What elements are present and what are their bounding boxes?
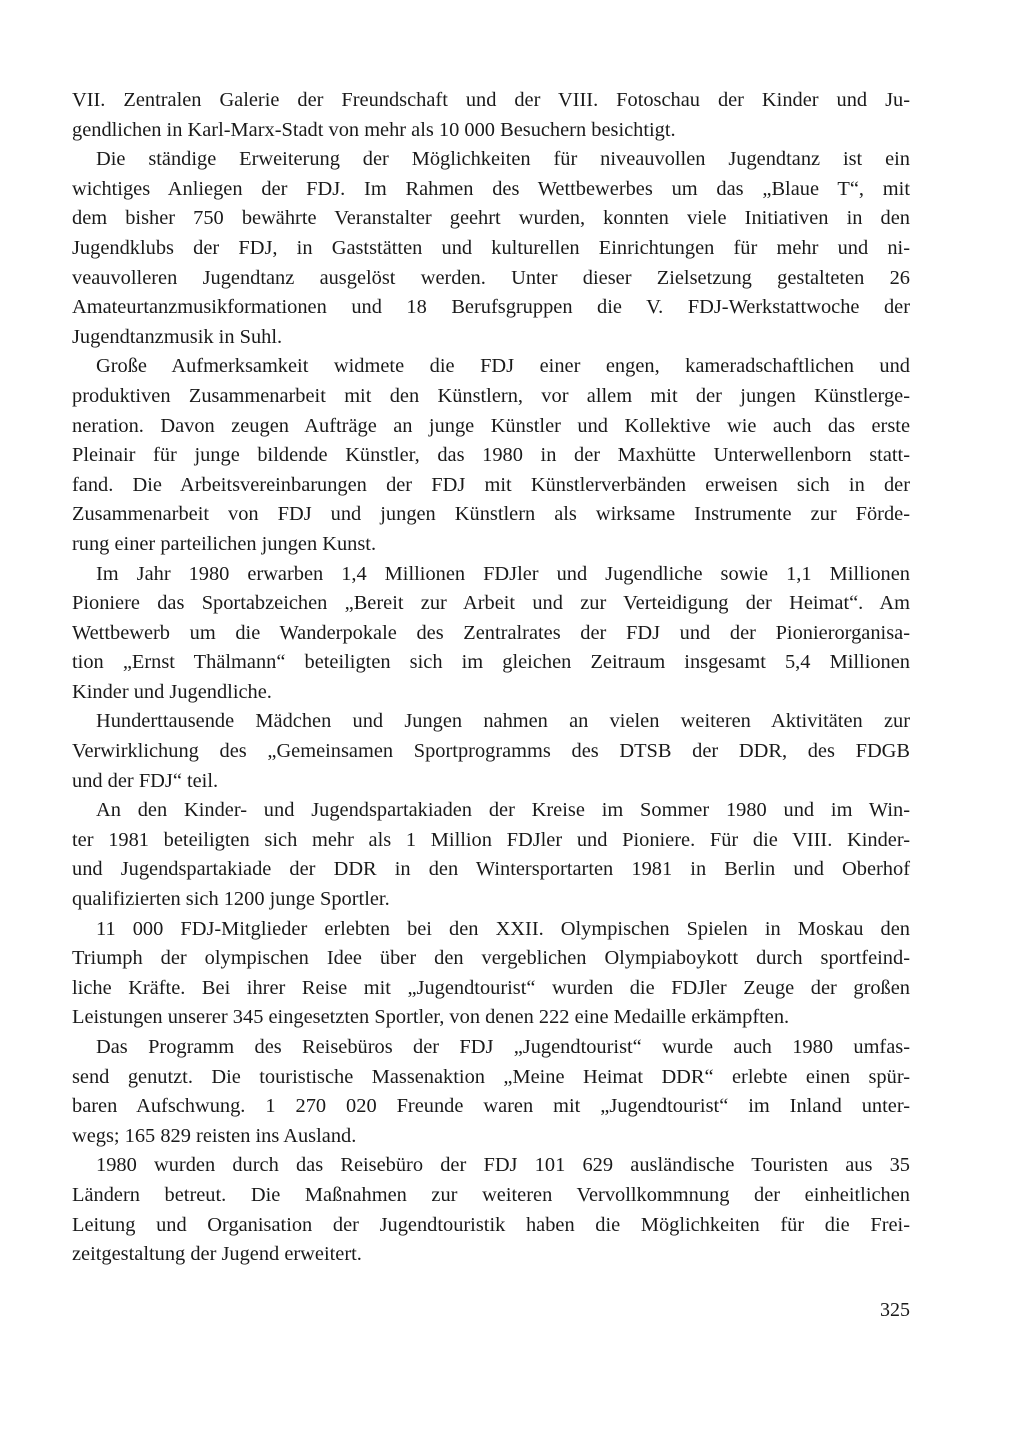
text-line: Zusammenarbeit von FDJ und jungen Künstlern als wirksame Instrumente zur Förde- (72, 503, 910, 526)
text-line: Pleinair für junge bildende Künstler, das 1980 in der Maxhütte Unterwellenborn statt- (72, 444, 910, 467)
text-line: gendlichen in Karl-Marx-Stadt von mehr als 10 000 Besuchern besichtigt. (72, 118, 676, 141)
text-line: veauvolleren Jugendtanz ausgelöst werden. Unter dieser Zielsetzung gestalteten 26 (72, 266, 910, 289)
text-line: rung einer parteilichen jungen Kunst. (72, 532, 377, 555)
text-line: Im Jahr 1980 erwarben 1,4 Millionen FDJler und Jugendliche sowie 1,1 Millionen (96, 562, 910, 585)
paragraph (72, 1151, 910, 1269)
text-line: An den Kinder- und Jugendspartakiaden der Kreise im Sommer 1980 und im Win- (96, 799, 910, 822)
text-line: Hunderttausende Mädchen und Jungen nahmen an vielen weiteren Aktivitäten zur (96, 710, 910, 733)
text-line: Wettbewerb um die Wanderpokale des Zentralrates der FDJ und der Pionierorganisa- (72, 621, 910, 644)
text-line: 11 000 FDJ-Mitglieder erlebten bei den XXII. Olympischen Spielen in Moskau den (96, 917, 910, 940)
text-line: Das Programm des Reisebüros der FDJ „Jugendtourist“ wurde auch 1980 umfas- (96, 1036, 910, 1058)
paragraph (72, 352, 910, 559)
text-line: qualifizierten sich 1200 junge Sportler. (72, 888, 390, 911)
paragraph (72, 1033, 910, 1151)
text-line: tion „Ernst Thälmann“ beteiligten sich im gleichen Zeitraum insgesamt 5,4 Millionen (72, 651, 910, 674)
text-line: ter 1981 beteiligten sich mehr als 1 Million FDJler und Pioniere. Für die VIII. Kinder- (72, 828, 910, 851)
text-line: liche Kräfte. Bei ihrer Reise mit „Jugendtourist“ wurden die FDJler Zeuge der großen (72, 976, 910, 999)
text-line: 1980 wurden durch das Reisebüro der FDJ 101 629 ausländische Touristen aus 35 (96, 1154, 910, 1177)
text-line: VII. Zentralen Galerie der Freundschaft und der VIII. Fotoschau der Kinder und Ju- (72, 89, 910, 111)
text-line: wegs; 165 829 reisten ins Ausland. (72, 1124, 357, 1147)
text-line: Große Aufmerksamkeit widmete die FDJ einer engen, kameradschaftlichen und (96, 355, 910, 378)
paragraph (72, 915, 910, 1033)
text-line: Leistungen unserer 345 eingesetzten Sportler, von denen 222 eine Medaille erkämpften. (72, 1006, 790, 1029)
paragraph (72, 707, 910, 796)
text-line: und Jugendspartakiade der DDR in den Wintersportarten 1981 in Berlin und Oberhof (72, 858, 910, 881)
text-line: Jugendtanzmusik in Suhl. (72, 325, 283, 348)
text-line: fand. Die Arbeitsvereinbarungen der FDJ mit Künstlerverbänden erweisen sich in der (72, 473, 910, 496)
text-line: produktiven Zusammenarbeit mit den Künstlern, vor allem mit der jungen Künstlerge- (72, 384, 910, 407)
text-line: Triumph der olympischen Idee über den vergeblichen Olympiaboykott durch sportfeind- (72, 947, 910, 970)
text-line: zeitgestaltung der Jugend erweitert. (72, 1243, 362, 1266)
text-line: baren Aufschwung. 1 270 020 Freunde waren mit „Jugendtourist“ im Inland unter- (72, 1095, 910, 1118)
text-line: Ländern betreut. Die Maßnahmen zur weiteren Vervollkommnung der einheitlichen (72, 1183, 910, 1206)
text-line: send genutzt. Die touristische Massenaktion „Meine Heimat DDR“ erlebte einen spür- (72, 1065, 910, 1088)
text-line: Verwirklichung des „Gemeinsamen Sportprogramms des DTSB der DDR, des FDGB (72, 740, 910, 763)
paragraph (72, 145, 910, 352)
text-line: und der FDJ“ teil. (72, 769, 219, 792)
paragraph (72, 560, 910, 708)
text-line: Kinder und Jugendliche. (72, 680, 272, 703)
text-line: Leitung und Organisation der Jugendtouristik haben die Möglichkeiten für die Frei- (72, 1213, 910, 1236)
text-line: neration. Davon zeugen Aufträge an junge Künstler und Kollektive wie auch das erste (72, 414, 910, 437)
text-line: Jugendklubs der FDJ, in Gaststätten und kulturellen Einrichtungen für mehr und ni- (72, 236, 910, 259)
text-line: Pioniere das Sportabzeichen „Bereit zur Arbeit und zur Verteidigung der Heimat“. Am (72, 592, 910, 615)
text-line: Amateurtanzmusikformationen und 18 Berufsgruppen die V. FDJ-Werkstattwoche der (72, 296, 910, 319)
text-line: dem bisher 750 bewährte Veranstalter geehrt wurden, konnten viele Initiativen in den (72, 207, 910, 230)
text-line: wichtiges Anliegen der FDJ. Im Rahmen des Wettbewerbes um das „Blaue T“, mit (72, 177, 910, 200)
paragraph (72, 86, 910, 145)
paragraph (72, 796, 910, 914)
document-body (72, 86, 910, 1270)
page-number: 325 (880, 1299, 910, 1321)
text-line: Die ständige Erweiterung der Möglichkeiten für niveauvollen Jugendtanz ist ein (96, 148, 910, 171)
